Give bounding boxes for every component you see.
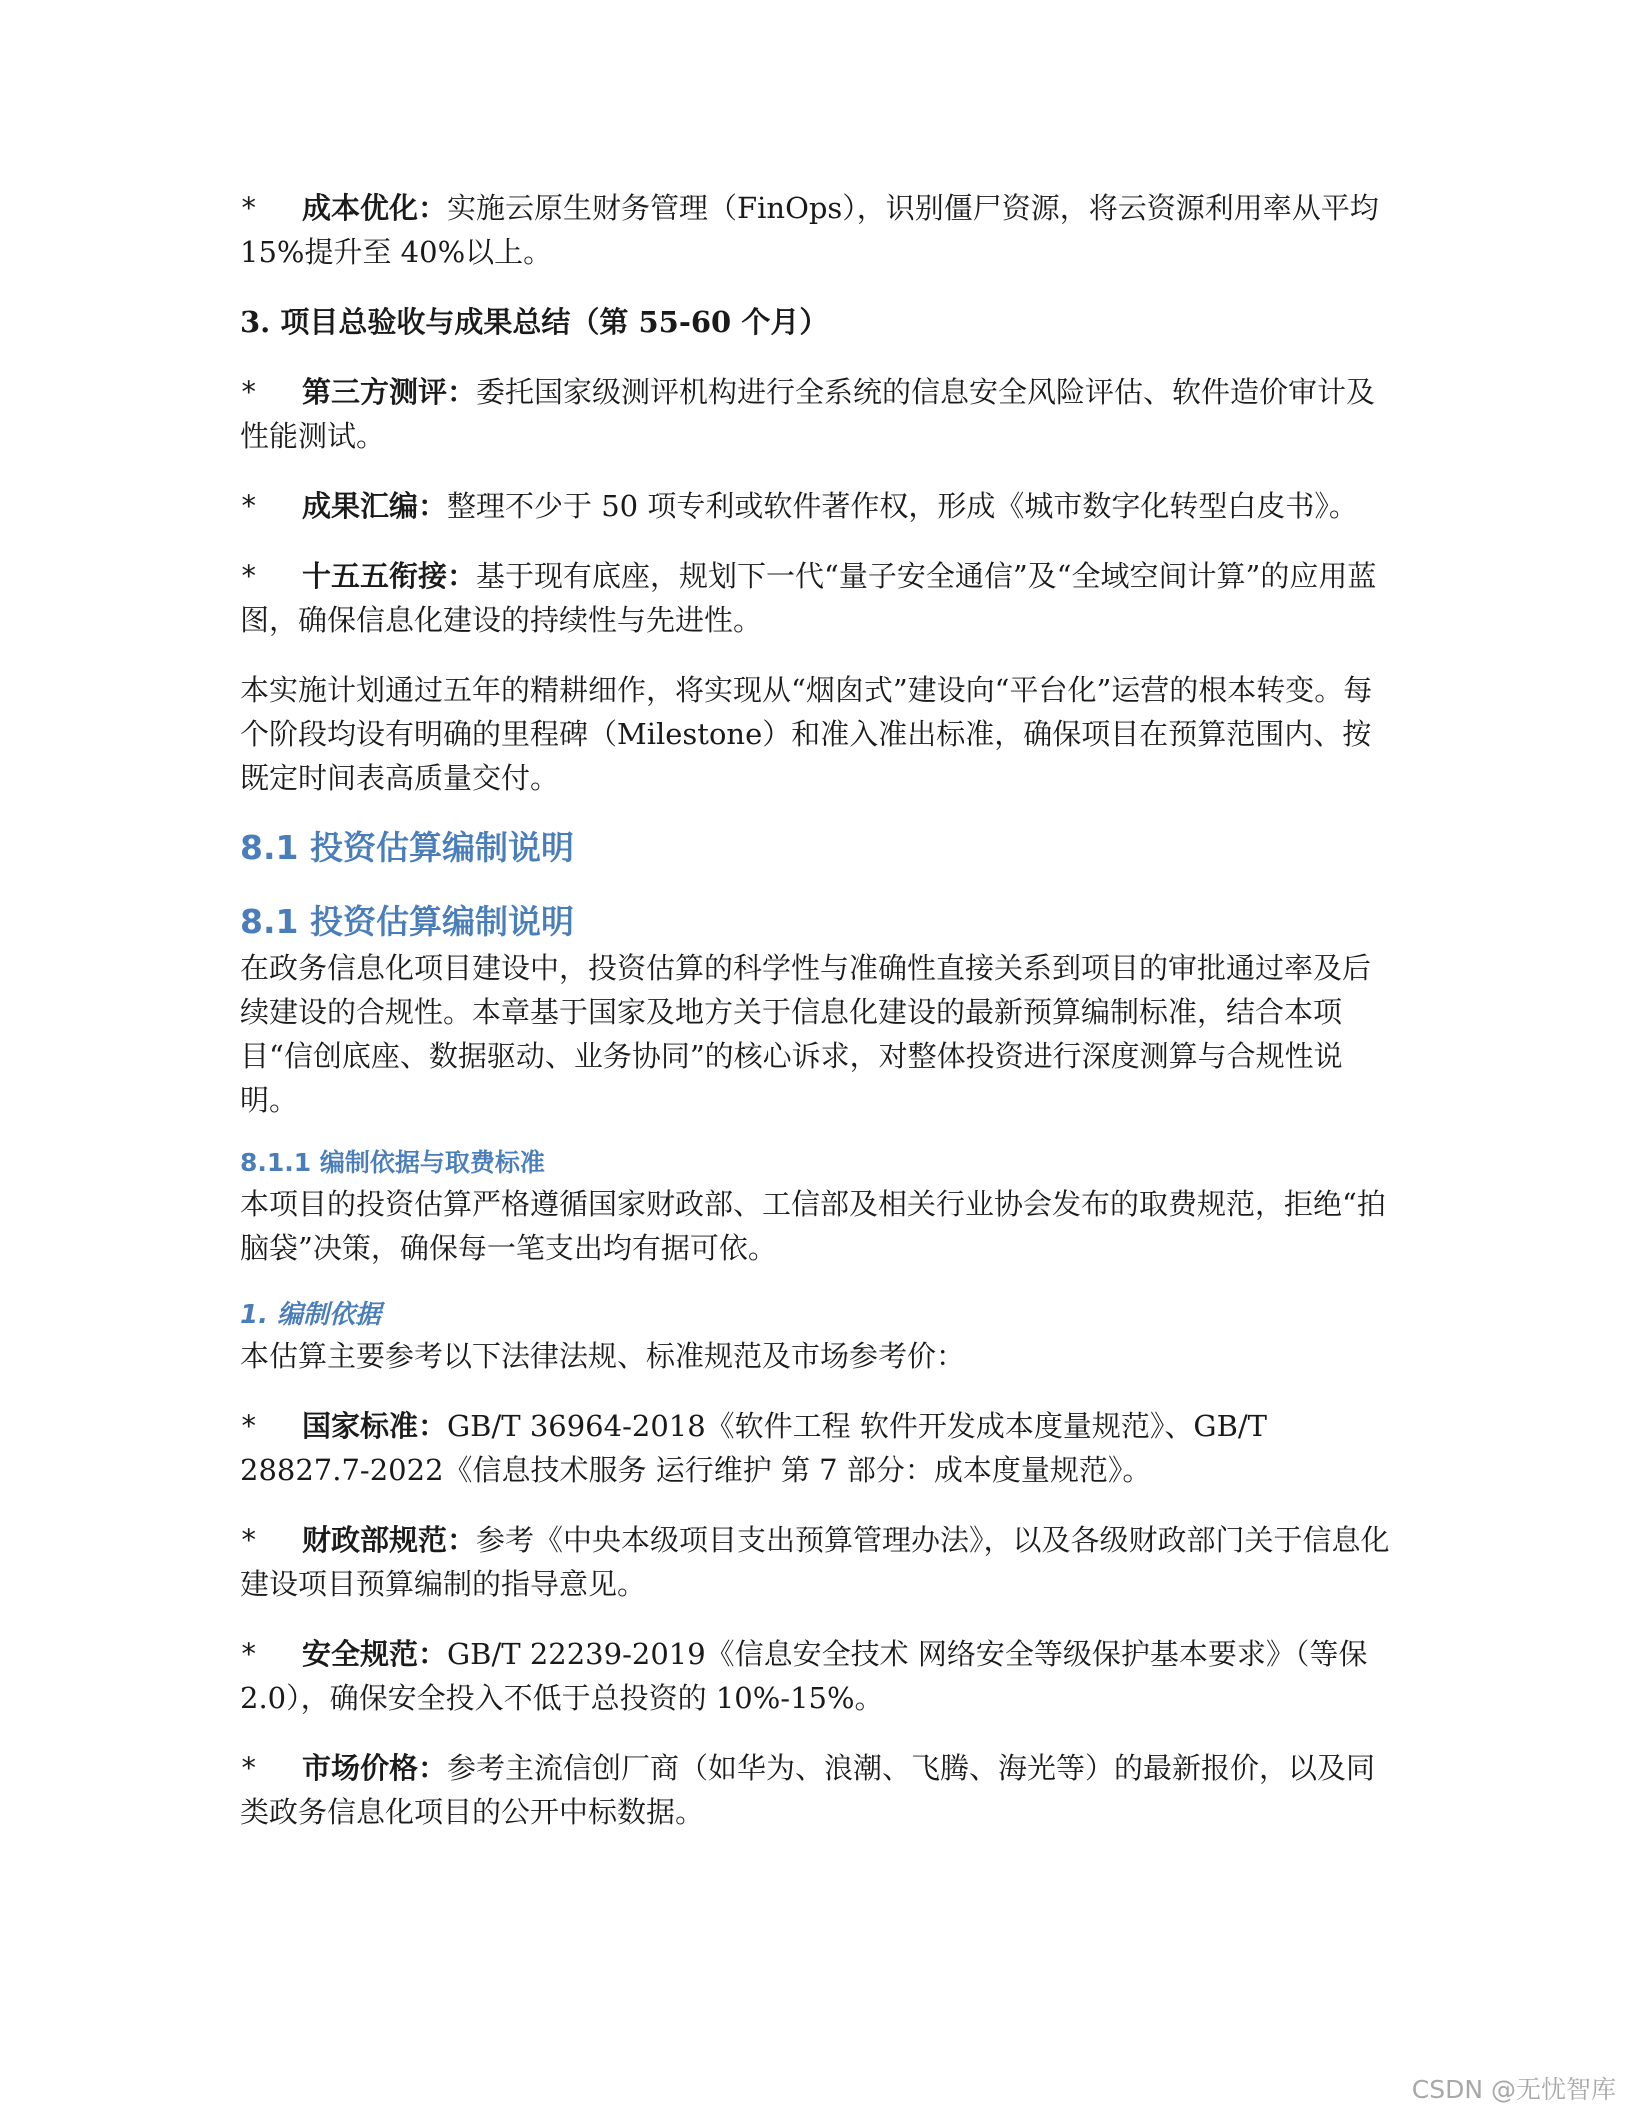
paragraph-summary: 本实施计划通过五年的精耕细作，将实现从“烟囱式”建设向“平台化”运营的根本转变。每个阶段均设有明确的里程碑（Milestone）和准入准出标准，确保项目在预算范围内、按既定时间表高质量交付。 (240, 673, 1373, 795)
bullet-marker: * (240, 1523, 258, 1557)
bullet-marker: * (240, 559, 258, 593)
section-heading-acceptance: 3. 项目总验收与成果总结（第 55-60 个月） (240, 305, 829, 339)
paragraph-investment-intro: 在政务信息化项目建设中，投资估算的科学性与准确性直接关系到项目的审批通过率及后续建设的合规性。本章基于国家及地方关于信息化建设的最新预算编制标准，结合本项目“信创底座、数据驱动、业务协同”的核心诉求，对整体投资进行深度测算与合规性说明。 (240, 951, 1372, 1117)
bullet-term: 财政部规范： (302, 1523, 477, 1557)
subheading-compilation-basis: 1. 编制依据 (240, 1300, 382, 1330)
bullet-term: 成本优化： (302, 191, 448, 225)
bullet-marker: * (240, 1409, 258, 1443)
paragraph-references-intro: 本估算主要参考以下法律法规、标准规范及市场参考价： (240, 1339, 966, 1373)
bullet-term: 第三方测评： (302, 375, 477, 409)
bullet-term: 十五五衔接： (302, 559, 477, 593)
bullet-marker: * (240, 1751, 258, 1785)
bullet-text: 参考《中央本级项目支出预算管理办法》，以及各级财政部门关于信息化建设项目预算编制的指导意见。 (240, 1523, 1390, 1601)
csdn-watermark: CSDN @无忧智库 (1411, 2075, 1616, 2104)
bullet-text: GB/T 36964-2018《软件工程 软件开发成本度量规范》、GB/T 28827.7-2022《信息技术服务 运行维护 第 7 部分：成本度量规范》。 (240, 1409, 1267, 1487)
bullet-marker: * (240, 375, 258, 409)
bullet-security-standard (240, 1632, 1390, 1720)
bullet-cost-optimization (240, 186, 1390, 274)
bullet-marker: * (240, 191, 258, 225)
bullet-marker: * (240, 489, 258, 523)
bullet-term: 成果汇编： (302, 489, 448, 523)
subsection-heading-basis: 8.1.1 编制依据与取费标准 (240, 1148, 545, 1177)
bullet-text: 委托国家级测评机构进行全系统的信息安全风险评估、软件造价审计及性能测试。 (240, 375, 1376, 453)
paragraph-basis-intro: 本项目的投资估算严格遵循国家财政部、工信部及相关行业协会发布的取费规范，拒绝“拍脑袋”决策，确保每一笔支出均有据可依。 (240, 1187, 1386, 1265)
bullet-text: 整理不少于 50 项专利或软件著作权，形成《城市数字化转型白皮书》。 (447, 489, 1358, 523)
chapter-heading-investment-1: 8.1 投资估算编制说明 (240, 828, 574, 867)
bullet-term: 安全规范： (302, 1637, 448, 1671)
bullet-text: GB/T 22239-2019《信息安全技术 网络安全等级保护基本要求》（等保2.0），确保安全投入不低于总投资的 10%-15%。 (240, 1637, 1368, 1715)
bullet-market-price (240, 1746, 1390, 1834)
bullet-term: 国家标准： (302, 1409, 448, 1443)
bullet-text: 基于现有底座，规划下一代“量子安全通信”及“全域空间计算”的应用蓝图，确保信息化建设的持续性与先进性。 (240, 559, 1377, 637)
bullet-third-party-test (240, 370, 1390, 458)
bullet-text: 参考主流信创厂商（如华为、浪潮、飞腾、海光等）的最新报价，以及同类政务信息化项目的公开中标数据。 (240, 1751, 1376, 1829)
bullet-term: 市场价格： (302, 1751, 448, 1785)
bullet-text: 实施云原生财务管理（FinOps），识别僵尸资源，将云资源利用率从平均15%提升至 40%以上。 (240, 191, 1379, 269)
document-page (240, 186, 1390, 1834)
bullet-results-compilation (240, 484, 1390, 528)
bullet-15th-plan-link (240, 554, 1390, 642)
bullet-finance-ministry (240, 1518, 1390, 1606)
bullet-marker: * (240, 1637, 258, 1671)
bullet-national-standard (240, 1404, 1390, 1492)
chapter-heading-investment-2: 8.1 投资估算编制说明 (240, 902, 574, 941)
